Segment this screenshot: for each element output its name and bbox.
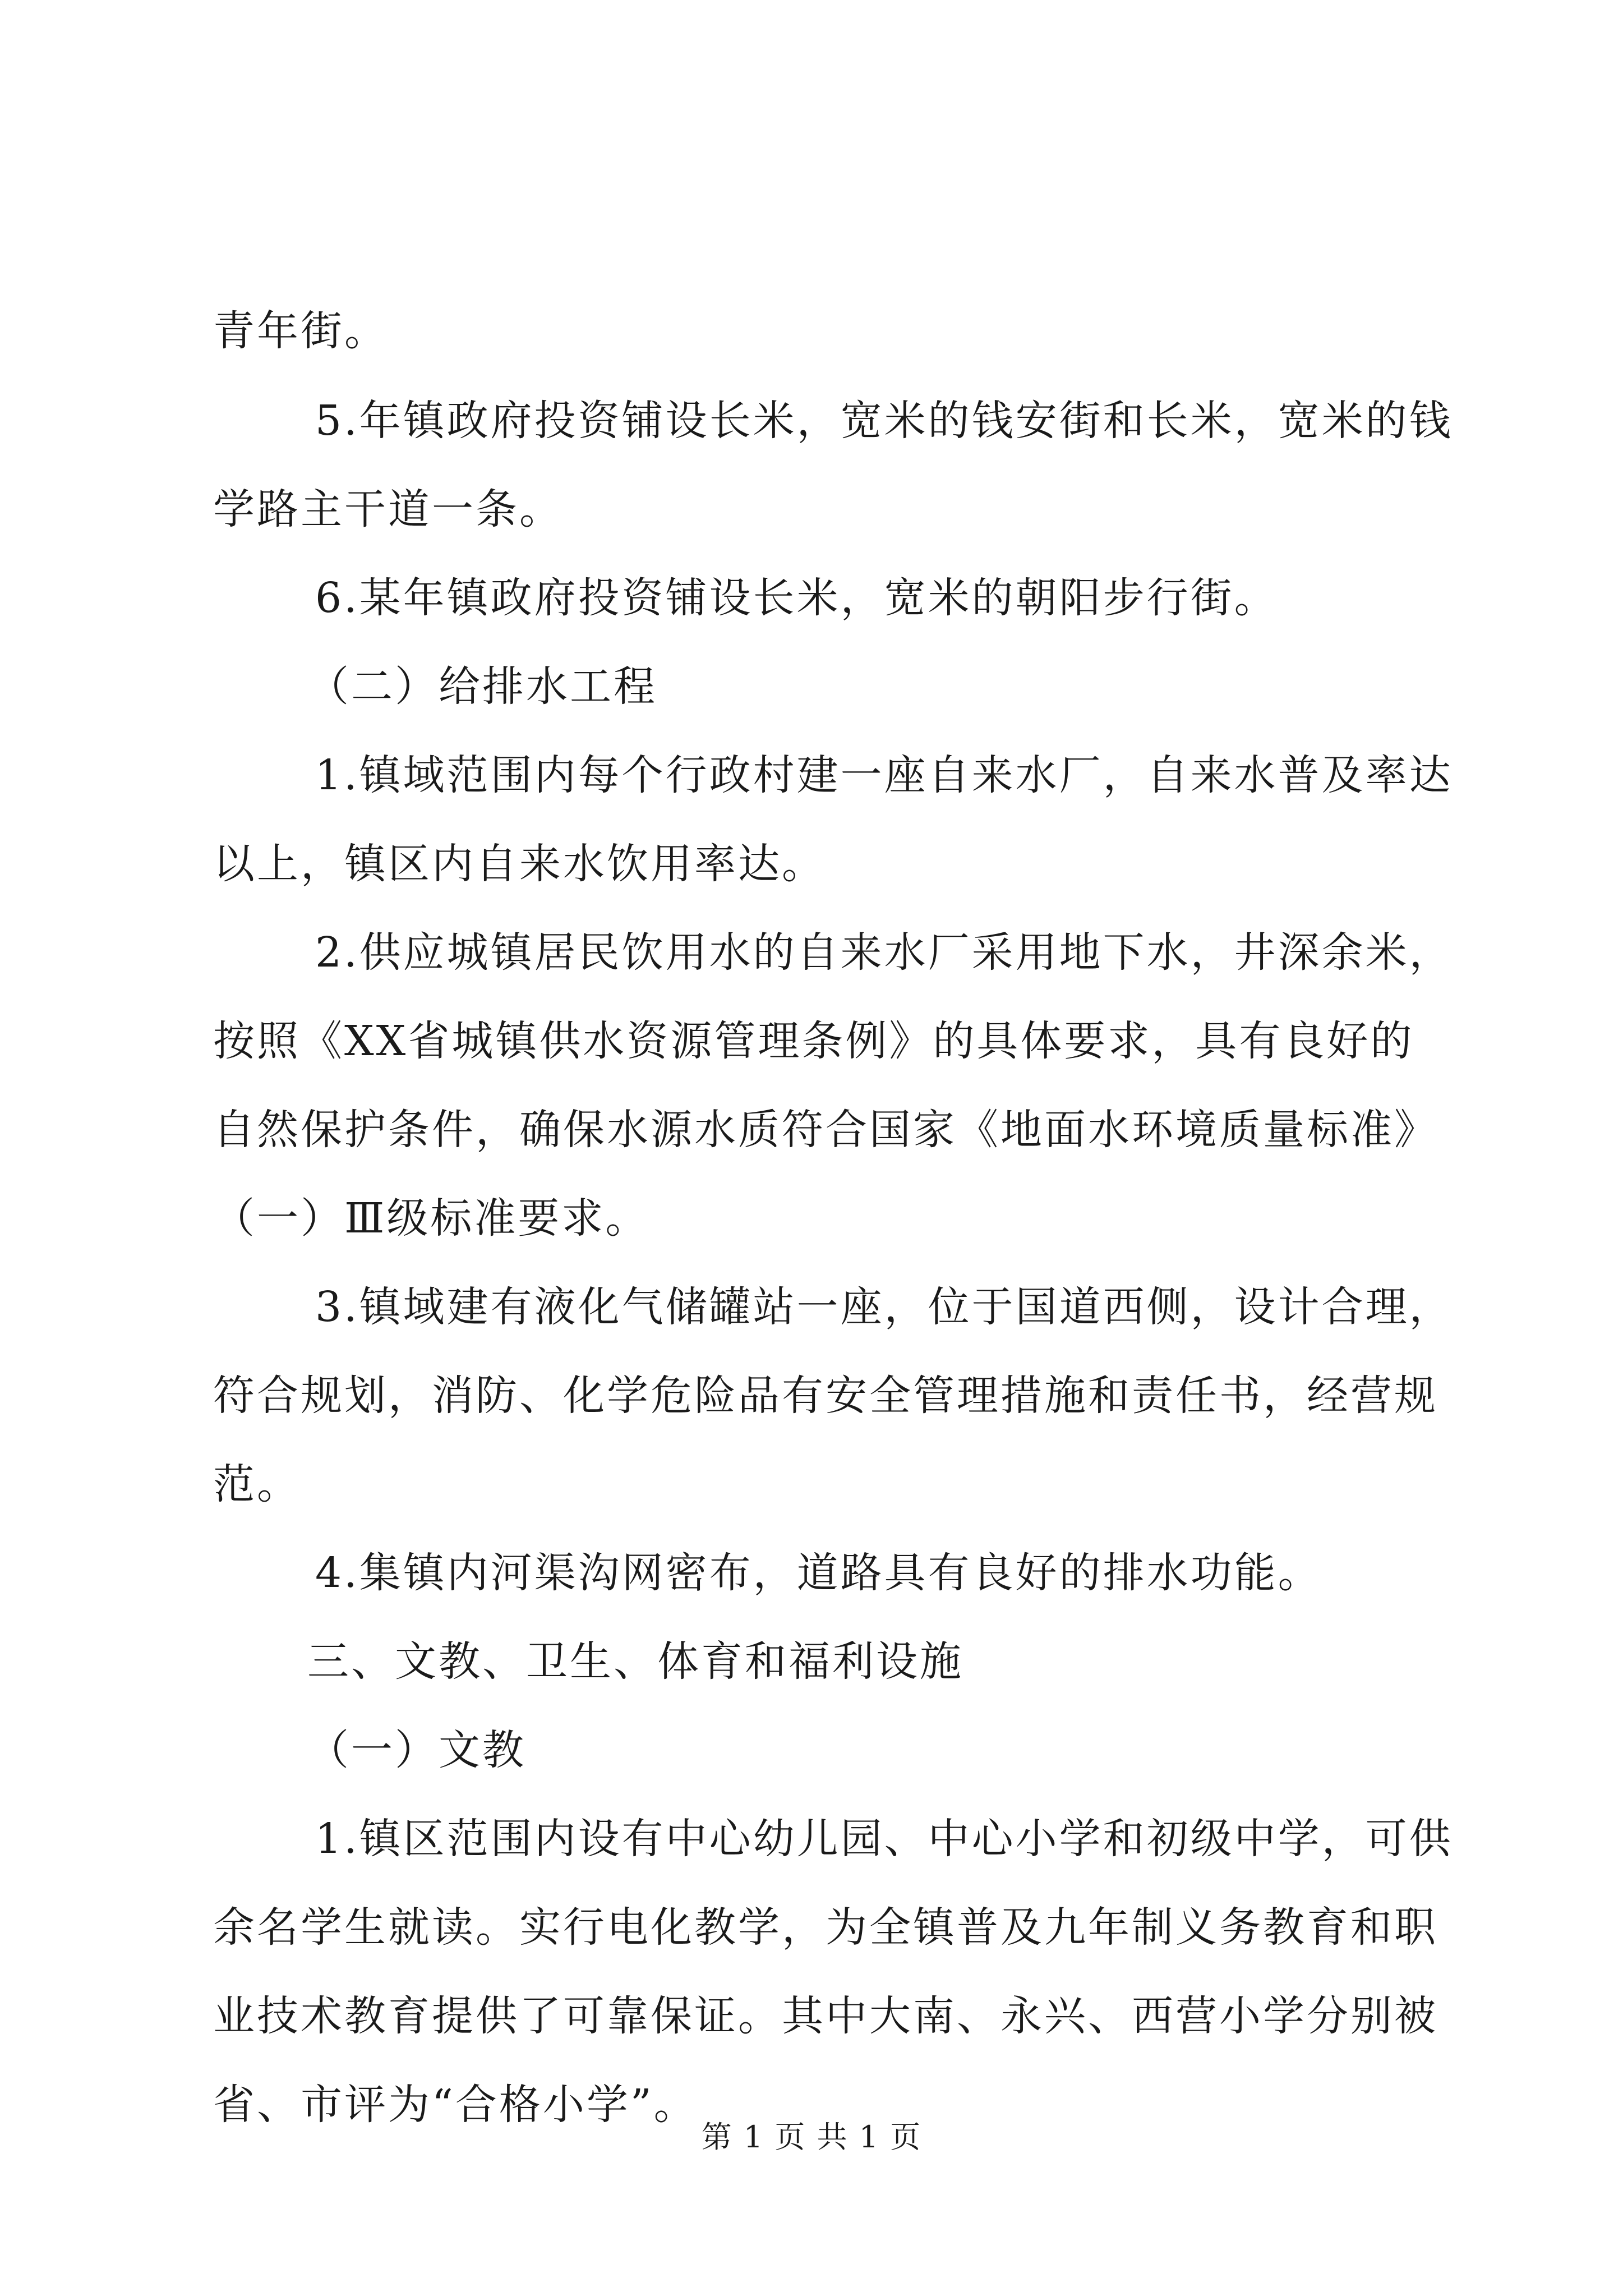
paragraph-line: 按照《XX省城镇供水资源管理条例》的具体要求，具有良好的 [213,1017,1414,1065]
paragraph-line: 2.供应城镇居民饮用水的自来水厂采用地下水，井深余米， [315,928,1453,977]
paragraph-line: 以上，镇区内自来水饮用率达。 [213,840,826,888]
section-heading: （一）文教 [307,1726,526,1774]
paragraph-line: 余名学生就读。实行电化教学，为全镇普及九年制义务教育和职 [213,1903,1438,1952]
section-heading: （二）给排水工程 [307,662,657,711]
paragraph-line: 3.镇域建有液化气储罐站一座，位于国道西侧，设计合理， [315,1283,1453,1331]
paragraph-line: 省、市评为“合格小学”。 [213,2081,698,2129]
page-footer: 第 1 页 共 1 页 [701,2119,922,2155]
paragraph-line: 1.镇域范围内每个行政村建一座自来水厂，自来水普及率达 [315,751,1453,799]
paragraph-line: 5.年镇政府投资铺设长米，宽米的钱安街和长米，宽米的钱 [315,397,1453,445]
paragraph-line: 1.镇区范围内设有中心幼儿园、中心小学和初级中学，可供 [315,1815,1453,1863]
paragraph-line: 符合规划，消防、化学危险品有安全管理措施和责任书，经营规 [213,1372,1438,1420]
paragraph-line: 青年街。 [213,307,388,355]
paragraph-line: 自然保护条件，确保水源水质符合国家《地面水环境质量标准》 [213,1106,1438,1154]
paragraph-line: 6.某年镇政府投资铺设长米，宽米的朝阳步行街。 [315,574,1278,622]
paragraph-line: 学路主干道一条。 [213,485,563,533]
paragraph-line: 范。 [213,1460,301,1508]
paragraph-line: 4.集镇内河渠沟网密布，道路具有良好的排水功能。 [315,1549,1322,1597]
paragraph-line: 业技术教育提供了可靠保证。其中大南、永兴、西营小学分别被 [213,1992,1438,2040]
section-heading: 三、文教、卫生、体育和福利设施 [307,1637,963,1686]
paragraph-line: （一）Ⅲ级标准要求。 [213,1194,649,1243]
